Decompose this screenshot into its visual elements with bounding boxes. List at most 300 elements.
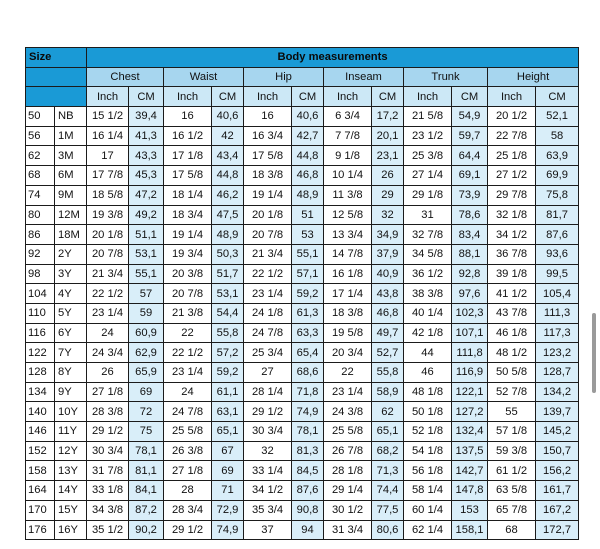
cm-value-cell: 81,1 bbox=[129, 461, 164, 481]
inch-value-cell: 29 1/2 bbox=[244, 402, 292, 422]
cm-value-cell: 46,8 bbox=[292, 166, 324, 186]
unit-cm: CM bbox=[292, 87, 324, 107]
inch-value-cell: 20 7/8 bbox=[164, 284, 212, 304]
cm-value-cell: 83,4 bbox=[452, 225, 488, 245]
cm-value-cell: 122,1 bbox=[452, 382, 488, 402]
cm-value-cell: 48,9 bbox=[212, 225, 244, 245]
inch-value-cell: 7 7/8 bbox=[324, 126, 372, 146]
cm-value-cell: 127,2 bbox=[452, 402, 488, 422]
cm-value-cell: 61,1 bbox=[212, 382, 244, 402]
inch-value-cell: 21 3/4 bbox=[244, 244, 292, 264]
cm-value-cell: 78,1 bbox=[292, 422, 324, 442]
size-label-cell: 10Y bbox=[55, 402, 87, 422]
inch-value-cell: 17 bbox=[87, 146, 129, 166]
inch-value-cell: 16 bbox=[164, 107, 212, 127]
cm-value-cell: 55,1 bbox=[129, 264, 164, 284]
cm-value-cell: 63,1 bbox=[212, 402, 244, 422]
cm-value-cell: 59,2 bbox=[292, 284, 324, 304]
cm-value-cell: 47,2 bbox=[129, 185, 164, 205]
inch-value-cell: 19 5/8 bbox=[324, 323, 372, 343]
cm-value-cell: 57,2 bbox=[212, 343, 244, 363]
inch-value-cell: 48 1/2 bbox=[488, 343, 536, 363]
inch-value-cell: 25 1/8 bbox=[488, 146, 536, 166]
table-row bbox=[26, 244, 579, 264]
cm-value-cell: 71,3 bbox=[372, 461, 404, 481]
inch-value-cell: 20 3/8 bbox=[164, 264, 212, 284]
inch-value-cell: 46 1/8 bbox=[488, 323, 536, 343]
inch-value-cell: 16 1/2 bbox=[164, 126, 212, 146]
inch-value-cell: 23 1/4 bbox=[164, 363, 212, 383]
cm-value-cell: 40,6 bbox=[292, 107, 324, 127]
inch-value-cell: 42 1/8 bbox=[404, 323, 452, 343]
inch-value-cell: 58 1/4 bbox=[404, 481, 452, 501]
size-cell: 140 bbox=[26, 402, 55, 422]
table-row bbox=[26, 185, 579, 205]
size-label-cell: NB bbox=[55, 107, 87, 127]
unit-cm: CM bbox=[372, 87, 404, 107]
cm-value-cell: 29 bbox=[372, 185, 404, 205]
cm-value-cell: 20,1 bbox=[372, 126, 404, 146]
unit-cm: CM bbox=[129, 87, 164, 107]
cm-value-cell: 23,1 bbox=[372, 146, 404, 166]
inch-value-cell: 48 1/8 bbox=[404, 382, 452, 402]
cm-value-cell: 158,1 bbox=[452, 520, 488, 540]
cm-value-cell: 55,8 bbox=[212, 323, 244, 343]
inch-value-cell: 33 1/4 bbox=[244, 461, 292, 481]
table-row bbox=[26, 422, 579, 442]
cm-value-cell: 43,3 bbox=[129, 146, 164, 166]
inch-value-cell: 23 1/2 bbox=[404, 126, 452, 146]
inch-value-cell: 22 bbox=[164, 323, 212, 343]
cm-value-cell: 132,4 bbox=[452, 422, 488, 442]
cm-value-cell: 65,9 bbox=[129, 363, 164, 383]
header-row-top bbox=[26, 48, 579, 68]
cm-value-cell: 69,1 bbox=[452, 166, 488, 186]
inch-value-cell: 21 5/8 bbox=[404, 107, 452, 127]
table-row bbox=[26, 382, 579, 402]
table-row bbox=[26, 520, 579, 540]
cm-value-cell: 55,1 bbox=[292, 244, 324, 264]
inch-value-cell: 39 1/8 bbox=[488, 264, 536, 284]
cm-value-cell: 53,1 bbox=[129, 244, 164, 264]
inch-value-cell: 22 1/2 bbox=[244, 264, 292, 284]
inch-value-cell: 29 1/8 bbox=[404, 185, 452, 205]
inch-value-cell: 10 1/4 bbox=[324, 166, 372, 186]
unit-inch: Inch bbox=[404, 87, 452, 107]
cm-value-cell: 81,3 bbox=[292, 441, 324, 461]
size-cell: 134 bbox=[26, 382, 55, 402]
size-label-cell: 11Y bbox=[55, 422, 87, 442]
size-label-cell: 5Y bbox=[55, 303, 87, 323]
cm-value-cell: 128,7 bbox=[536, 363, 579, 383]
cm-value-cell: 37,9 bbox=[372, 244, 404, 264]
inch-value-cell: 25 5/8 bbox=[164, 422, 212, 442]
size-table bbox=[25, 47, 579, 540]
inch-value-cell: 17 5/8 bbox=[164, 166, 212, 186]
inch-value-cell: 22 bbox=[324, 363, 372, 383]
cm-value-cell: 153 bbox=[452, 500, 488, 520]
inch-value-cell: 43 7/8 bbox=[488, 303, 536, 323]
inch-value-cell: 27 1/8 bbox=[164, 461, 212, 481]
cm-value-cell: 59 bbox=[129, 303, 164, 323]
cm-value-cell: 87,6 bbox=[536, 225, 579, 245]
inch-value-cell: 60 1/4 bbox=[404, 500, 452, 520]
size-cell: 146 bbox=[26, 422, 55, 442]
cm-value-cell: 64,4 bbox=[452, 146, 488, 166]
table-row bbox=[26, 264, 579, 284]
unit-inch: Inch bbox=[488, 87, 536, 107]
cm-value-cell: 69,9 bbox=[536, 166, 579, 186]
inch-value-cell: 24 bbox=[87, 323, 129, 343]
table-row bbox=[26, 402, 579, 422]
cm-value-cell: 116,9 bbox=[452, 363, 488, 383]
inch-value-cell: 20 1/8 bbox=[87, 225, 129, 245]
inch-value-cell: 13 3/4 bbox=[324, 225, 372, 245]
cm-value-cell: 71,8 bbox=[292, 382, 324, 402]
inch-value-cell: 17 1/8 bbox=[164, 146, 212, 166]
cm-value-cell: 65,1 bbox=[372, 422, 404, 442]
inch-value-cell: 30 3/4 bbox=[87, 441, 129, 461]
size-label-cell: 3M bbox=[55, 146, 87, 166]
inch-value-cell: 18 3/8 bbox=[324, 303, 372, 323]
table-row bbox=[26, 323, 579, 343]
inch-value-cell: 15 1/2 bbox=[87, 107, 129, 127]
inch-value-cell: 50 1/8 bbox=[404, 402, 452, 422]
inch-value-cell: 31 bbox=[404, 205, 452, 225]
cm-value-cell: 161,7 bbox=[536, 481, 579, 501]
table-row bbox=[26, 284, 579, 304]
cm-value-cell: 51 bbox=[292, 205, 324, 225]
inch-value-cell: 34 5/8 bbox=[404, 244, 452, 264]
cm-value-cell: 57,1 bbox=[292, 264, 324, 284]
cm-value-cell: 61,3 bbox=[292, 303, 324, 323]
inch-value-cell: 35 3/4 bbox=[244, 500, 292, 520]
size-cell: 164 bbox=[26, 481, 55, 501]
group-header-height: Height bbox=[488, 67, 579, 87]
cm-value-cell: 63,9 bbox=[536, 146, 579, 166]
table-row bbox=[26, 343, 579, 363]
cm-value-cell: 49,2 bbox=[129, 205, 164, 225]
inch-value-cell: 22 7/8 bbox=[488, 126, 536, 146]
size-cell: 170 bbox=[26, 500, 55, 520]
unit-cm: CM bbox=[452, 87, 488, 107]
inch-value-cell: 20 3/4 bbox=[324, 343, 372, 363]
size-cell: 68 bbox=[26, 166, 55, 186]
cm-value-cell: 52,1 bbox=[536, 107, 579, 127]
size-cell: 62 bbox=[26, 146, 55, 166]
group-header-hip: Hip bbox=[244, 67, 324, 87]
cm-value-cell: 62 bbox=[372, 402, 404, 422]
cm-value-cell: 172,7 bbox=[536, 520, 579, 540]
inch-value-cell: 36 7/8 bbox=[488, 244, 536, 264]
cm-value-cell: 59,7 bbox=[452, 126, 488, 146]
unit-inch: Inch bbox=[244, 87, 292, 107]
cm-value-cell: 72,9 bbox=[212, 500, 244, 520]
size-label-cell: 7Y bbox=[55, 343, 87, 363]
group-header-chest: Chest bbox=[87, 67, 164, 87]
size-label-cell: 4Y bbox=[55, 284, 87, 304]
inch-value-cell: 68 bbox=[488, 520, 536, 540]
inch-value-cell: 62 1/4 bbox=[404, 520, 452, 540]
inch-value-cell: 24 7/8 bbox=[164, 402, 212, 422]
inch-value-cell: 63 5/8 bbox=[488, 481, 536, 501]
inch-value-cell: 29 1/4 bbox=[324, 481, 372, 501]
inch-value-cell: 14 7/8 bbox=[324, 244, 372, 264]
table-row bbox=[26, 225, 579, 245]
inch-value-cell: 16 bbox=[244, 107, 292, 127]
cm-value-cell: 77,5 bbox=[372, 500, 404, 520]
cm-value-cell: 49,7 bbox=[372, 323, 404, 343]
cm-value-cell: 78,6 bbox=[452, 205, 488, 225]
cm-value-cell: 137,5 bbox=[452, 441, 488, 461]
cm-value-cell: 90,8 bbox=[292, 500, 324, 520]
inch-value-cell: 50 5/8 bbox=[488, 363, 536, 383]
cm-value-cell: 117,3 bbox=[536, 323, 579, 343]
inch-value-cell: 22 1/2 bbox=[87, 284, 129, 304]
inch-value-cell: 34 1/2 bbox=[244, 481, 292, 501]
size-header-spacer bbox=[26, 67, 87, 87]
inch-value-cell: 41 1/2 bbox=[488, 284, 536, 304]
inch-value-cell: 24 1/8 bbox=[244, 303, 292, 323]
cm-value-cell: 65,1 bbox=[212, 422, 244, 442]
cm-value-cell: 46,8 bbox=[372, 303, 404, 323]
inch-value-cell: 54 1/8 bbox=[404, 441, 452, 461]
size-cell: 80 bbox=[26, 205, 55, 225]
inch-value-cell: 29 7/8 bbox=[488, 185, 536, 205]
inch-value-cell: 28 3/4 bbox=[164, 500, 212, 520]
size-cell: 104 bbox=[26, 284, 55, 304]
inch-value-cell: 6 3/4 bbox=[324, 107, 372, 127]
cm-value-cell: 69 bbox=[129, 382, 164, 402]
inch-value-cell: 40 1/4 bbox=[404, 303, 452, 323]
cm-value-cell: 65,4 bbox=[292, 343, 324, 363]
inch-value-cell: 9 1/8 bbox=[324, 146, 372, 166]
cm-value-cell: 93,6 bbox=[536, 244, 579, 264]
inch-value-cell: 18 1/4 bbox=[164, 185, 212, 205]
inch-value-cell: 19 3/8 bbox=[87, 205, 129, 225]
inch-value-cell: 27 1/2 bbox=[488, 166, 536, 186]
inch-value-cell: 57 1/8 bbox=[488, 422, 536, 442]
size-header-spacer-2 bbox=[26, 87, 87, 107]
cm-value-cell: 68,6 bbox=[292, 363, 324, 383]
size-label-cell: 6Y bbox=[55, 323, 87, 343]
cm-value-cell: 75 bbox=[129, 422, 164, 442]
cm-value-cell: 51,7 bbox=[212, 264, 244, 284]
cm-value-cell: 87,2 bbox=[129, 500, 164, 520]
cm-value-cell: 17,2 bbox=[372, 107, 404, 127]
cm-value-cell: 45,3 bbox=[129, 166, 164, 186]
size-label-cell: 2Y bbox=[55, 244, 87, 264]
unit-inch: Inch bbox=[324, 87, 372, 107]
inch-value-cell: 59 3/8 bbox=[488, 441, 536, 461]
size-cell: 92 bbox=[26, 244, 55, 264]
inch-value-cell: 28 1/4 bbox=[244, 382, 292, 402]
inch-value-cell: 25 3/8 bbox=[404, 146, 452, 166]
cm-value-cell: 42 bbox=[212, 126, 244, 146]
cm-value-cell: 32 bbox=[372, 205, 404, 225]
size-cell: 50 bbox=[26, 107, 55, 127]
table-body bbox=[26, 107, 579, 540]
size-cell: 122 bbox=[26, 343, 55, 363]
inch-value-cell: 16 1/8 bbox=[324, 264, 372, 284]
cm-value-cell: 150,7 bbox=[536, 441, 579, 461]
inch-value-cell: 24 7/8 bbox=[244, 323, 292, 343]
inch-value-cell: 35 1/2 bbox=[87, 520, 129, 540]
inch-value-cell: 30 1/2 bbox=[324, 500, 372, 520]
inch-value-cell: 28 bbox=[164, 481, 212, 501]
inch-value-cell: 16 3/4 bbox=[244, 126, 292, 146]
inch-value-cell: 33 1/8 bbox=[87, 481, 129, 501]
group-header-inseam: Inseam bbox=[324, 67, 404, 87]
cm-value-cell: 55,8 bbox=[372, 363, 404, 383]
cm-value-cell: 92,8 bbox=[452, 264, 488, 284]
unit-cm: CM bbox=[212, 87, 244, 107]
cm-value-cell: 80,6 bbox=[372, 520, 404, 540]
inch-value-cell: 44 bbox=[404, 343, 452, 363]
body-measurements-header: Body measurements bbox=[87, 48, 579, 68]
cm-value-cell: 111,3 bbox=[536, 303, 579, 323]
table-row bbox=[26, 363, 579, 383]
cm-value-cell: 97,6 bbox=[452, 284, 488, 304]
size-cell: 98 bbox=[26, 264, 55, 284]
size-label-cell: 9M bbox=[55, 185, 87, 205]
table-row bbox=[26, 303, 579, 323]
cm-value-cell: 90,2 bbox=[129, 520, 164, 540]
cm-value-cell: 94 bbox=[292, 520, 324, 540]
header-row-groups bbox=[26, 67, 579, 87]
size-label-cell: 12M bbox=[55, 205, 87, 225]
inch-value-cell: 38 3/8 bbox=[404, 284, 452, 304]
inch-value-cell: 22 1/2 bbox=[164, 343, 212, 363]
cm-value-cell: 62,9 bbox=[129, 343, 164, 363]
cm-value-cell: 40,6 bbox=[212, 107, 244, 127]
size-cell: 128 bbox=[26, 363, 55, 383]
inch-value-cell: 52 7/8 bbox=[488, 382, 536, 402]
cm-value-cell: 46,2 bbox=[212, 185, 244, 205]
inch-value-cell: 34 3/8 bbox=[87, 500, 129, 520]
cm-value-cell: 74,9 bbox=[292, 402, 324, 422]
cm-value-cell: 48,9 bbox=[292, 185, 324, 205]
cm-value-cell: 26 bbox=[372, 166, 404, 186]
inch-value-cell: 61 1/2 bbox=[488, 461, 536, 481]
cm-value-cell: 53,1 bbox=[212, 284, 244, 304]
cm-value-cell: 43,8 bbox=[372, 284, 404, 304]
size-cell: 152 bbox=[26, 441, 55, 461]
inch-value-cell: 31 7/8 bbox=[87, 461, 129, 481]
cm-value-cell: 73,9 bbox=[452, 185, 488, 205]
cm-value-cell: 41,3 bbox=[129, 126, 164, 146]
cm-value-cell: 60,9 bbox=[129, 323, 164, 343]
inch-value-cell: 27 1/8 bbox=[87, 382, 129, 402]
inch-value-cell: 25 5/8 bbox=[324, 422, 372, 442]
cm-value-cell: 74,4 bbox=[372, 481, 404, 501]
inch-value-cell: 32 7/8 bbox=[404, 225, 452, 245]
size-cell: 110 bbox=[26, 303, 55, 323]
inch-value-cell: 26 bbox=[87, 363, 129, 383]
table-row bbox=[26, 166, 579, 186]
cm-value-cell: 107,1 bbox=[452, 323, 488, 343]
inch-value-cell: 18 5/8 bbox=[87, 185, 129, 205]
inch-value-cell: 23 1/4 bbox=[244, 284, 292, 304]
inch-value-cell: 20 7/8 bbox=[87, 244, 129, 264]
cm-value-cell: 51,1 bbox=[129, 225, 164, 245]
size-label-cell: 1M bbox=[55, 126, 87, 146]
table-row bbox=[26, 441, 579, 461]
inch-value-cell: 32 1/8 bbox=[488, 205, 536, 225]
size-label-cell: 8Y bbox=[55, 363, 87, 383]
size-cell: 86 bbox=[26, 225, 55, 245]
inch-value-cell: 18 3/8 bbox=[244, 166, 292, 186]
inch-value-cell: 20 1/8 bbox=[244, 205, 292, 225]
inch-value-cell: 32 bbox=[244, 441, 292, 461]
cm-value-cell: 44,8 bbox=[292, 146, 324, 166]
cm-value-cell: 58,9 bbox=[372, 382, 404, 402]
group-header-waist: Waist bbox=[164, 67, 244, 87]
cm-value-cell: 54,4 bbox=[212, 303, 244, 323]
inch-value-cell: 29 1/2 bbox=[87, 422, 129, 442]
table-row bbox=[26, 461, 579, 481]
table-row bbox=[26, 146, 579, 166]
cm-value-cell: 123,2 bbox=[536, 343, 579, 363]
size-label-cell: 15Y bbox=[55, 500, 87, 520]
cm-value-cell: 68,2 bbox=[372, 441, 404, 461]
table-row bbox=[26, 205, 579, 225]
size-cell: 56 bbox=[26, 126, 55, 146]
inch-value-cell: 46 bbox=[404, 363, 452, 383]
inch-value-cell: 26 3/8 bbox=[164, 441, 212, 461]
inch-value-cell: 65 7/8 bbox=[488, 500, 536, 520]
cm-value-cell: 34,9 bbox=[372, 225, 404, 245]
inch-value-cell: 12 5/8 bbox=[324, 205, 372, 225]
cm-value-cell: 75,8 bbox=[536, 185, 579, 205]
size-cell: 158 bbox=[26, 461, 55, 481]
cm-value-cell: 43,4 bbox=[212, 146, 244, 166]
size-cell: 116 bbox=[26, 323, 55, 343]
inch-value-cell: 24 3/8 bbox=[324, 402, 372, 422]
cm-value-cell: 67 bbox=[212, 441, 244, 461]
cm-value-cell: 59,2 bbox=[212, 363, 244, 383]
inch-value-cell: 29 1/2 bbox=[164, 520, 212, 540]
table-row bbox=[26, 500, 579, 520]
inch-value-cell: 31 3/4 bbox=[324, 520, 372, 540]
cm-value-cell: 139,7 bbox=[536, 402, 579, 422]
cm-value-cell: 102,3 bbox=[452, 303, 488, 323]
inch-value-cell: 30 3/4 bbox=[244, 422, 292, 442]
inch-value-cell: 27 bbox=[244, 363, 292, 383]
size-label-cell: 6M bbox=[55, 166, 87, 186]
cm-value-cell: 52,7 bbox=[372, 343, 404, 363]
size-header: Size bbox=[26, 48, 87, 68]
size-label-cell: 9Y bbox=[55, 382, 87, 402]
cm-value-cell: 88,1 bbox=[452, 244, 488, 264]
inch-value-cell: 21 3/4 bbox=[87, 264, 129, 284]
size-chart bbox=[25, 47, 578, 540]
cm-value-cell: 84,5 bbox=[292, 461, 324, 481]
unit-inch: Inch bbox=[87, 87, 129, 107]
table-row bbox=[26, 481, 579, 501]
inch-value-cell: 17 1/4 bbox=[324, 284, 372, 304]
inch-value-cell: 28 3/8 bbox=[87, 402, 129, 422]
cm-value-cell: 53 bbox=[292, 225, 324, 245]
cm-value-cell: 142,7 bbox=[452, 461, 488, 481]
inch-value-cell: 36 1/2 bbox=[404, 264, 452, 284]
size-label-cell: 16Y bbox=[55, 520, 87, 540]
inch-value-cell: 26 7/8 bbox=[324, 441, 372, 461]
group-header-trunk: Trunk bbox=[404, 67, 488, 87]
scroll-indicator[interactable] bbox=[592, 313, 596, 393]
cm-value-cell: 54,9 bbox=[452, 107, 488, 127]
inch-value-cell: 19 1/4 bbox=[164, 225, 212, 245]
